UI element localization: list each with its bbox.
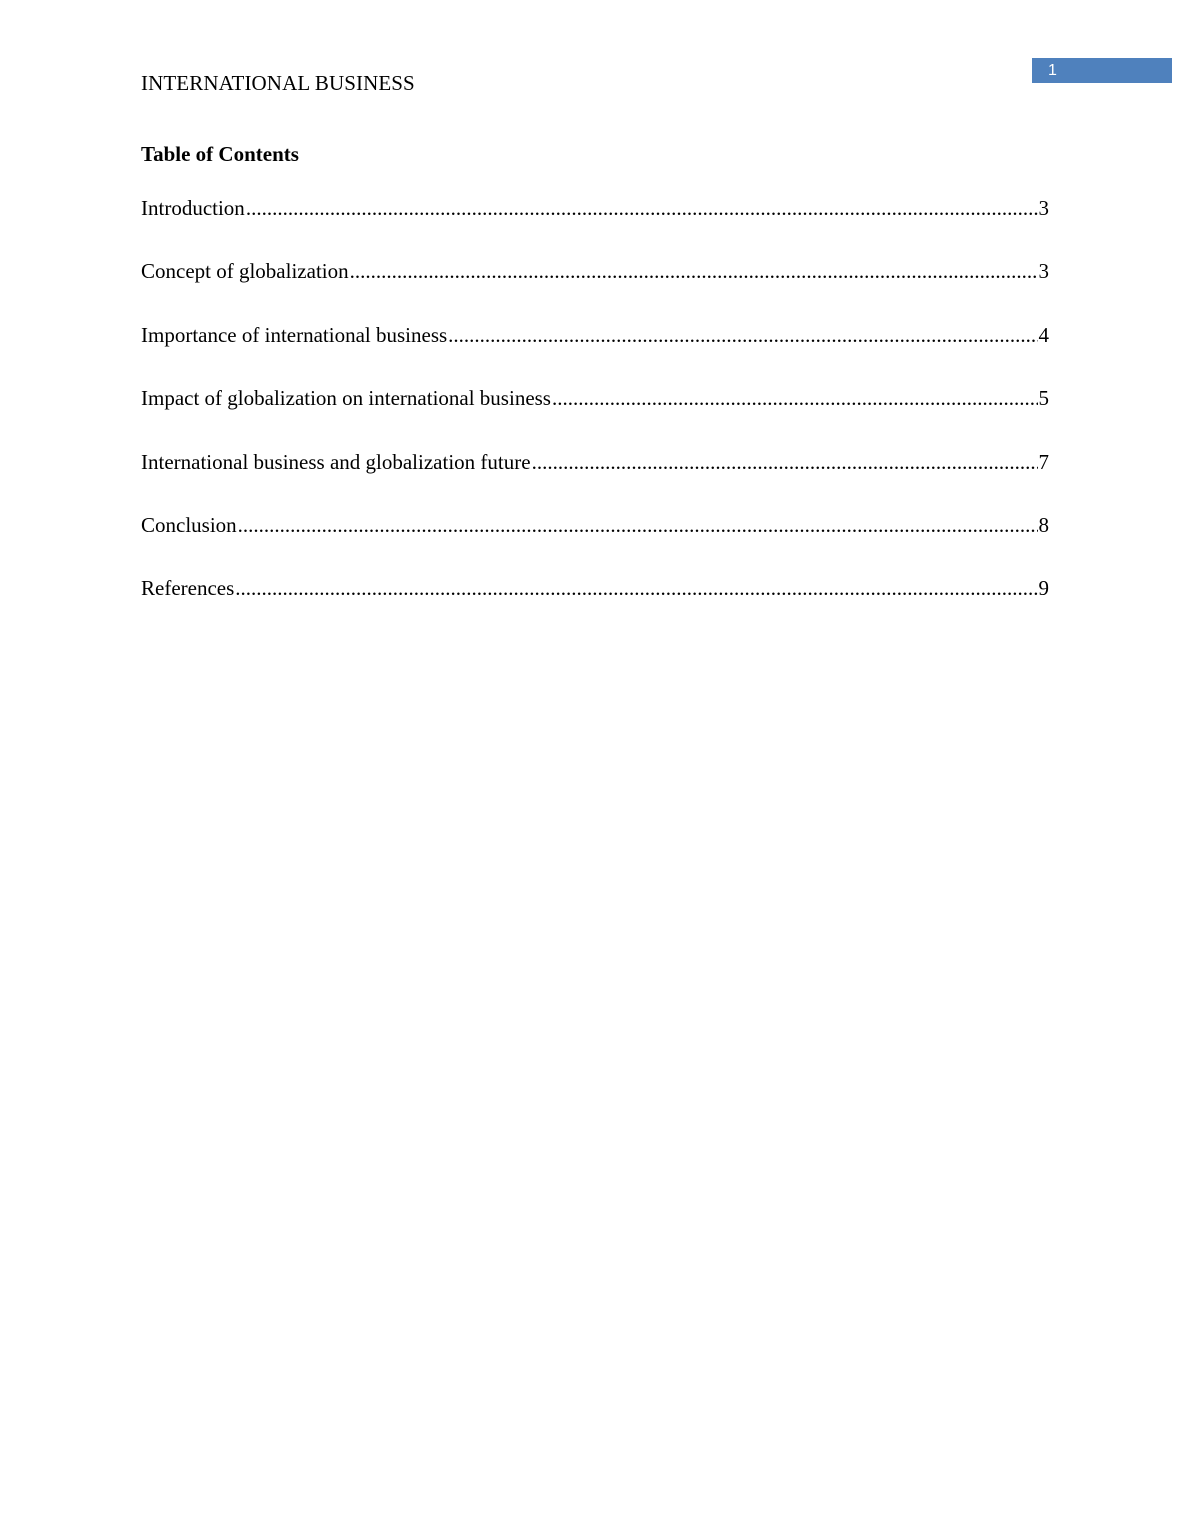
toc-entry-page: 8: [1038, 512, 1049, 537]
toc-entry-impact-of-globalization[interactable]: [141, 385, 1049, 448]
toc-entry-future[interactable]: [141, 449, 1049, 512]
toc-entry-text: Impact of globalization on international business: [141, 386, 551, 411]
toc-entry-introduction[interactable]: [141, 195, 1049, 258]
toc-entry-page: 3: [1038, 196, 1049, 220]
toc-entry-page: 7: [1038, 449, 1049, 474]
running-head: INTERNATIONAL BUSINESS: [141, 71, 415, 95]
page-number: 1: [1048, 62, 1057, 79]
toc-list: [141, 195, 1049, 639]
toc-dot-leader: [532, 449, 1038, 475]
toc-entry-page: 3: [1038, 259, 1049, 284]
toc-entry-conclusion[interactable]: [141, 512, 1049, 575]
toc-entry-page: 5: [1038, 386, 1049, 411]
toc-title: Table of Contents: [141, 142, 299, 166]
page-number-badge: [1032, 58, 1172, 83]
toc-dot-leader: [246, 195, 1038, 221]
toc-dot-leader: [552, 385, 1038, 411]
toc-dot-leader: [238, 512, 1038, 538]
toc-entry-text: Introduction: [141, 196, 245, 220]
toc-dot-leader: [448, 322, 1037, 348]
toc-entry-text: Importance of international business: [141, 322, 448, 347]
toc-entry-text: References: [141, 576, 235, 601]
toc-entry-importance-of-international-business[interactable]: [141, 322, 1049, 385]
toc-entry-text: International business and globalization future: [141, 449, 531, 474]
toc-dot-leader: [235, 575, 1037, 601]
toc-entry-concept-of-globalization[interactable]: [141, 258, 1049, 321]
toc-entry-page: 4: [1038, 322, 1049, 347]
toc-dot-leader: [350, 258, 1038, 284]
toc-entry-references[interactable]: [141, 575, 1049, 638]
toc-entry-text: Conclusion: [141, 512, 237, 537]
toc-entry-text: Concept of globalization: [141, 259, 349, 284]
toc-entry-page: 9: [1038, 576, 1049, 601]
